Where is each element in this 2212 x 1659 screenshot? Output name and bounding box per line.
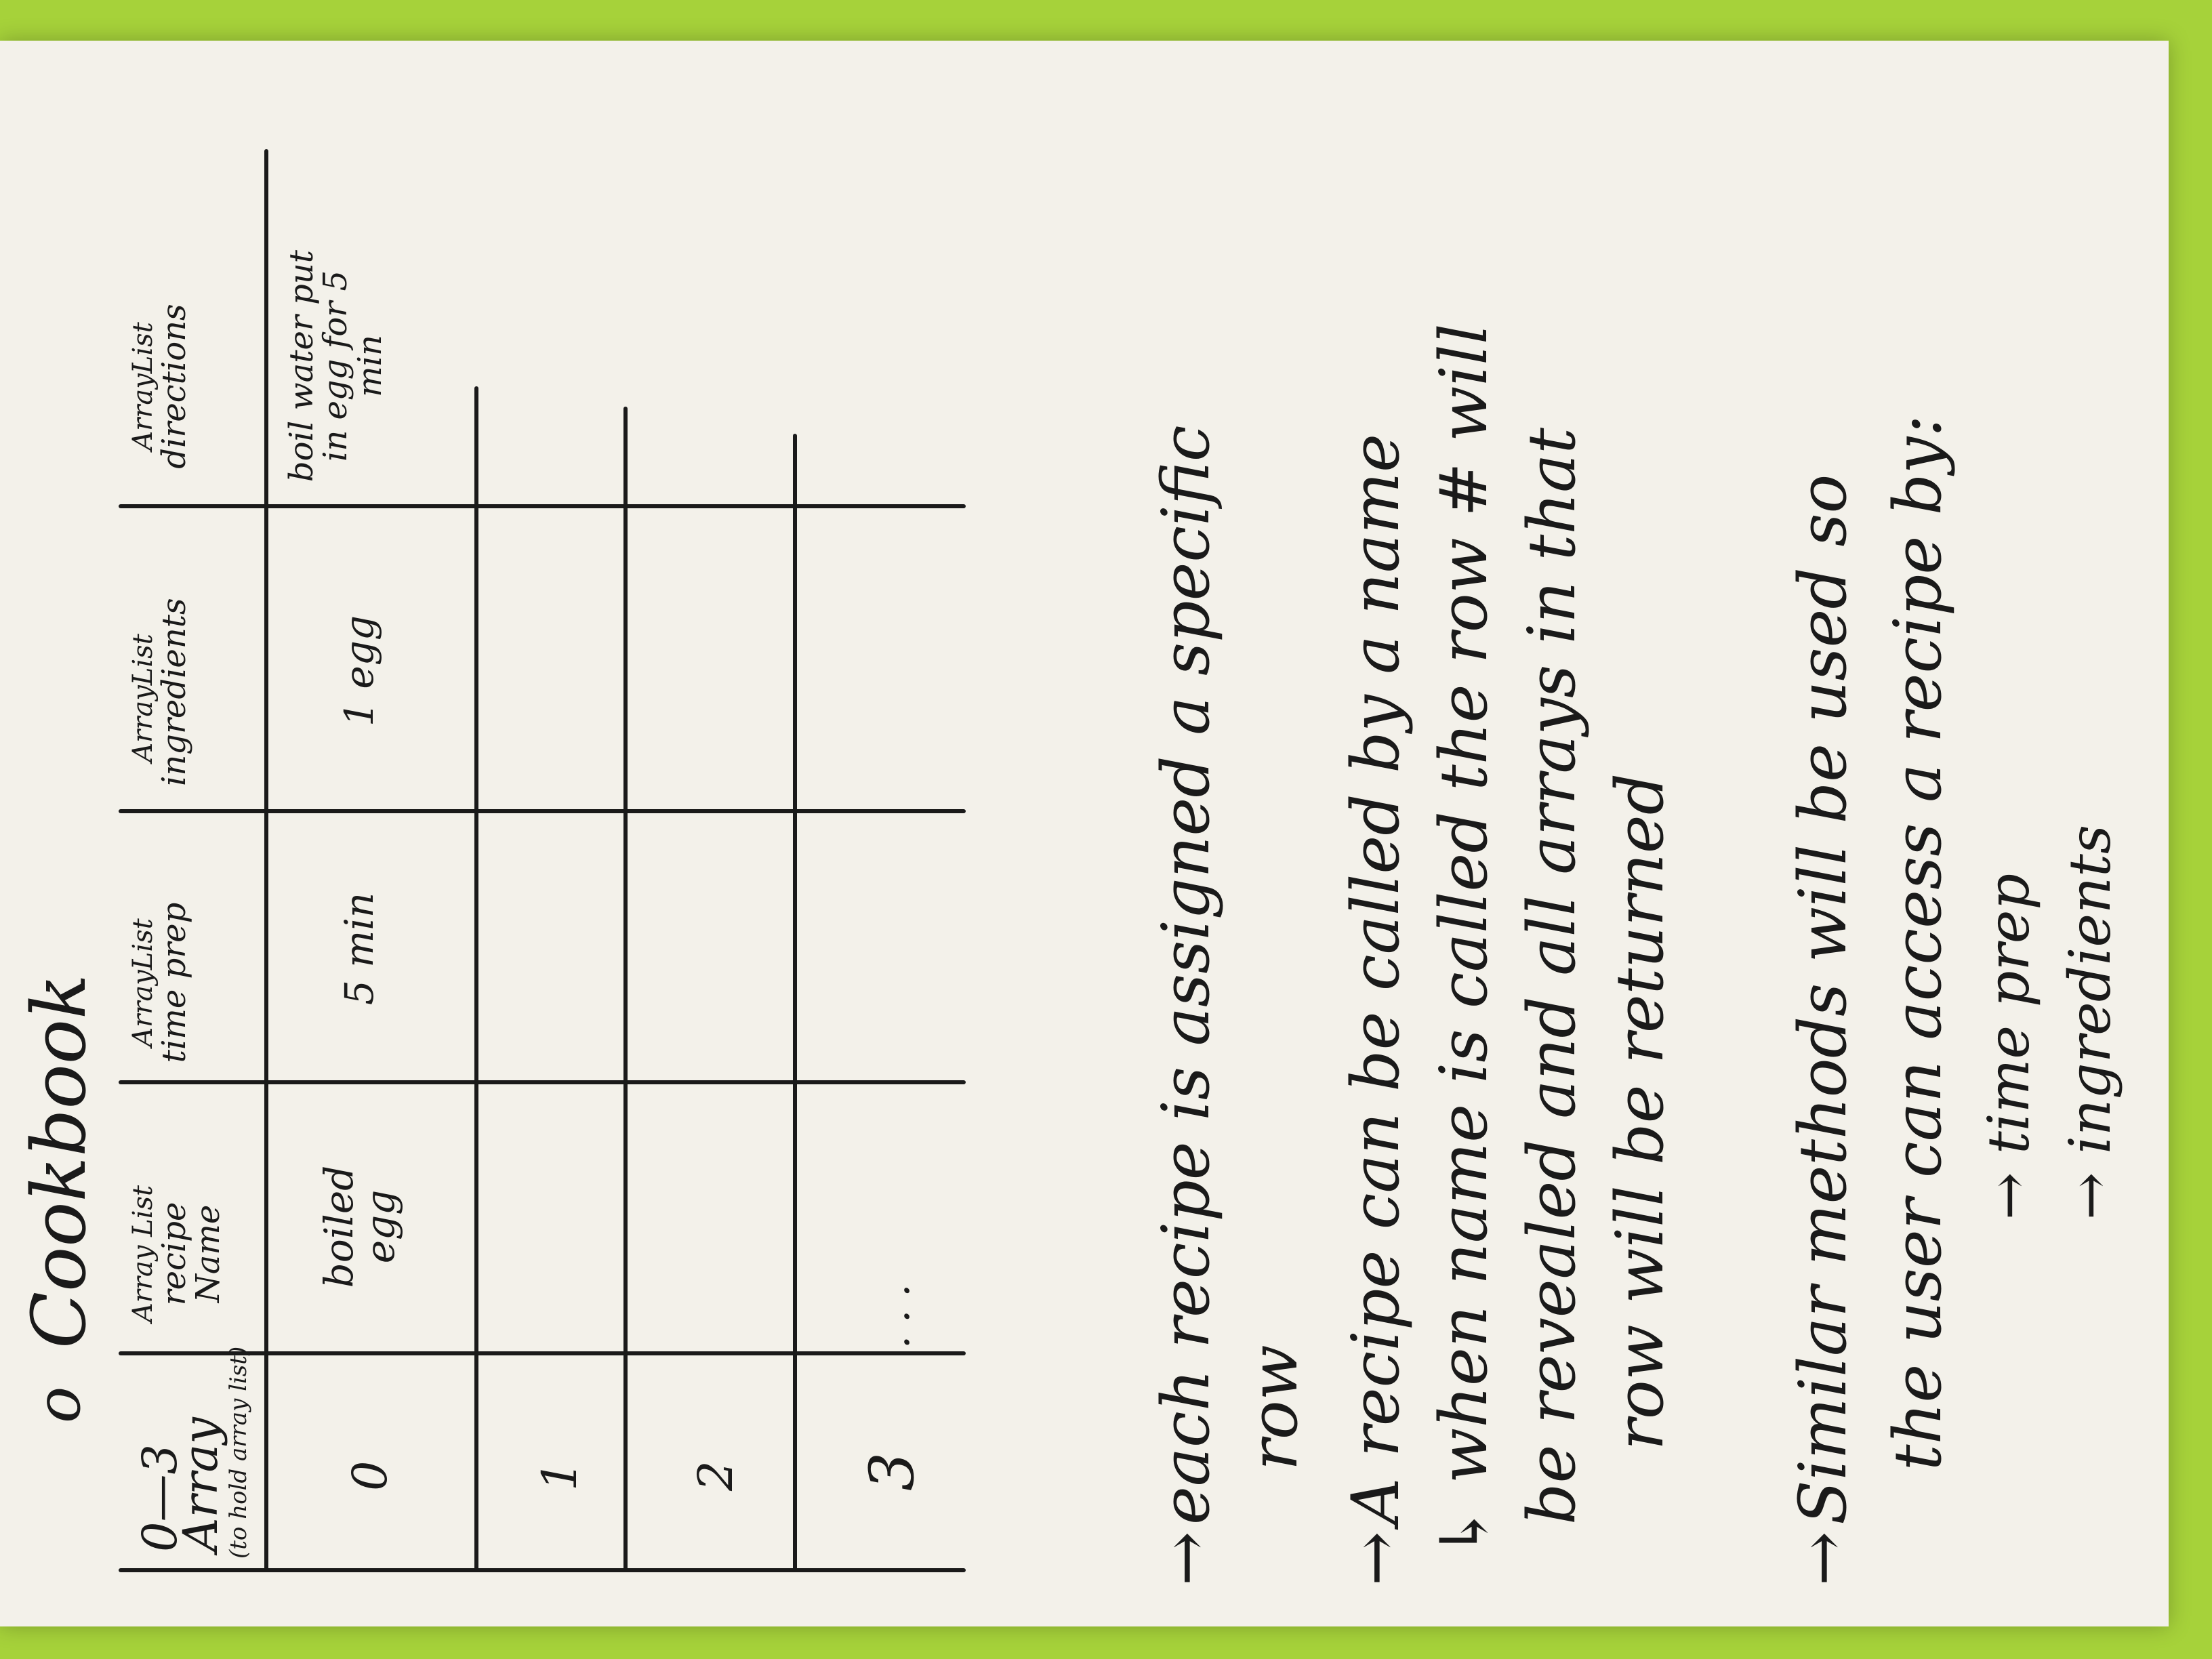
row-index-0: 0 (342, 1460, 398, 1491)
col-header-name: directions (155, 304, 193, 469)
note-2-line-1: A recipe can be called by a name (1338, 434, 1414, 1525)
note-1-arrow: → (1148, 1531, 1224, 1586)
corner-note: (to hold array list) (225, 1346, 252, 1559)
col-header-ingredients (127, 598, 193, 786)
cell-directions: boil water put in egg for 5 min (283, 249, 389, 483)
table-border-left (119, 1568, 966, 1572)
col-header-name: ingredients (155, 598, 193, 786)
rotated-content (0, 41, 2169, 1626)
col-header-directions (129, 298, 191, 474)
col-header-type: ArrayList (127, 634, 159, 762)
table-col-sep-2 (119, 1080, 966, 1084)
title-bullet: o (23, 1386, 94, 1423)
note-3-line-2: the user can access a recipe by: (1880, 415, 1956, 1471)
col-header-type: ArrayList (127, 918, 159, 1047)
col-header-recipe-name (129, 1166, 226, 1342)
note-2-line-2: ↳ when name is called the row # will (1426, 323, 1502, 1559)
cell-ingredients: 1 egg (336, 615, 382, 726)
col-header-type: ArrayList (127, 322, 159, 451)
note-3-line-1: Similar methods will be used so (1785, 474, 1861, 1525)
table-col-sep-3 (119, 809, 966, 813)
page-title: Cookbook (16, 974, 102, 1349)
cell-recipe-name: boiled egg (316, 1165, 403, 1288)
table-row-sep-2 (623, 407, 628, 1572)
note-2-line-4: row will be returned (1602, 773, 1678, 1450)
row-index-1: 1 (532, 1460, 588, 1491)
notebook-page (0, 41, 2169, 1626)
table-row-sep-3 (793, 434, 797, 1572)
col-header-time-prep (129, 895, 191, 1071)
note-2-line-3: be revealed and all arrays in that (1514, 428, 1590, 1525)
note-1-line-1: each recipe is assigned a specific (1148, 425, 1224, 1525)
row-index-2: 2 (688, 1460, 743, 1491)
col-header-name: time prep (155, 902, 193, 1063)
note-3-sub-1: → time prep (1975, 873, 2042, 1220)
col-header-type: Array List (127, 1185, 159, 1323)
table-row-sep-1 (474, 386, 478, 1572)
corner-type: Array (173, 1417, 228, 1552)
col-header-name: recipe Name (155, 1202, 228, 1306)
cell-time-prep: 5 min (336, 892, 382, 1006)
corner-range: 0—3 (132, 1443, 188, 1552)
note-1-line-2: row (1236, 1345, 1312, 1471)
table-header-sep (264, 149, 268, 1572)
note-3-sub-2: → ingredients (2057, 825, 2123, 1220)
row-index-3: 3 (857, 1452, 928, 1491)
row-ellipsis: . . . (872, 1284, 919, 1349)
note-2-arrow: → (1338, 1531, 1414, 1586)
note-3-arrow: → (1785, 1531, 1861, 1586)
table-col-sep-4 (119, 504, 966, 508)
